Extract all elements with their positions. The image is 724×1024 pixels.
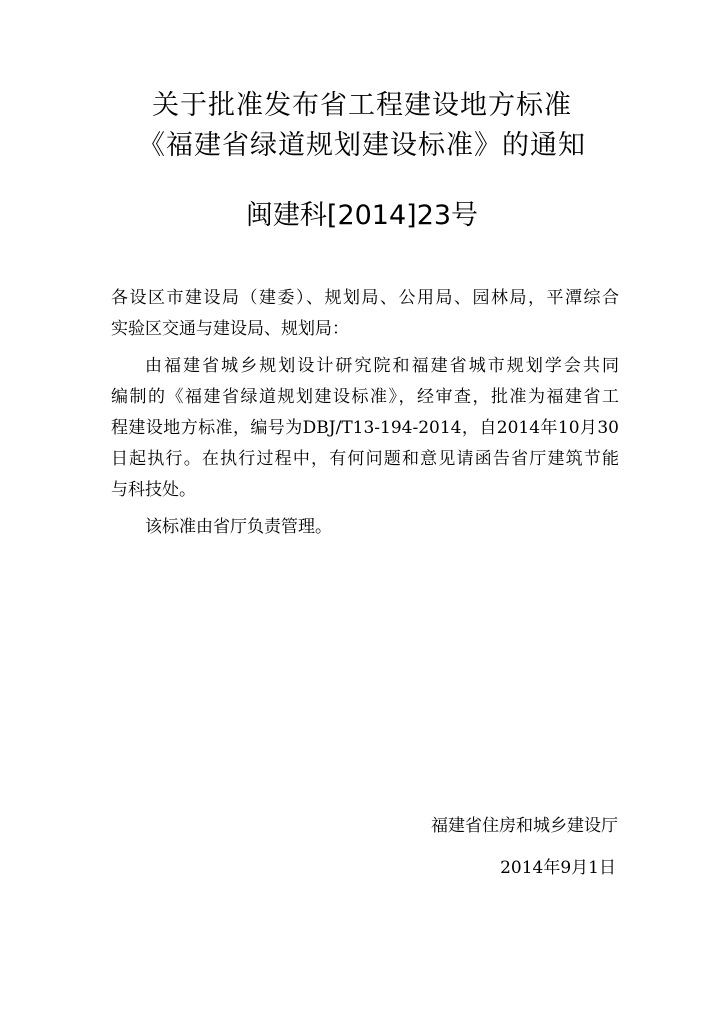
paragraph-1-line-3: 程建设地方标准，编号为DBJ/T13-194-2014，自2014年10月30	[111, 418, 619, 438]
paragraph-1-line-5: 与科技处。	[111, 480, 196, 500]
recipients-line-2: 实验区交通与建设局、规划局：	[111, 319, 349, 339]
paragraph-2-line-1: 该标准由省厅负责管理。	[145, 517, 332, 537]
paragraph-1-line-4: 日起执行。在执行过程中，有何问题和意见请函告省厅建筑节能	[111, 449, 619, 469]
document-number: 闽建科[2014]23号	[245, 200, 479, 231]
document-body	[111, 283, 619, 543]
issue-date: 2014年9月1日	[500, 858, 616, 878]
paragraph-1-line-2: 编制的《福建省绿道规划建设标准》，经审查，批准为福建省工	[111, 387, 619, 407]
paragraph-1	[111, 351, 619, 506]
paragraph-1-line-1: 由福建省城乡规划设计研究院和福建省城市规划学会共同	[145, 356, 619, 376]
title-line-1: 关于批准发布省工程建设地方标准	[152, 90, 572, 121]
title-line-2: 《福建省绿道规划建设标准》的通知	[138, 130, 586, 161]
issuer-signature: 福建省住房和城乡建设厅	[431, 816, 618, 836]
document-title	[0, 86, 724, 166]
paragraph-2	[111, 512, 619, 543]
recipients	[111, 283, 619, 345]
recipients-line-1: 各设区市建设局（建委）、规划局、公用局、园林局，平潭综合	[111, 288, 619, 308]
